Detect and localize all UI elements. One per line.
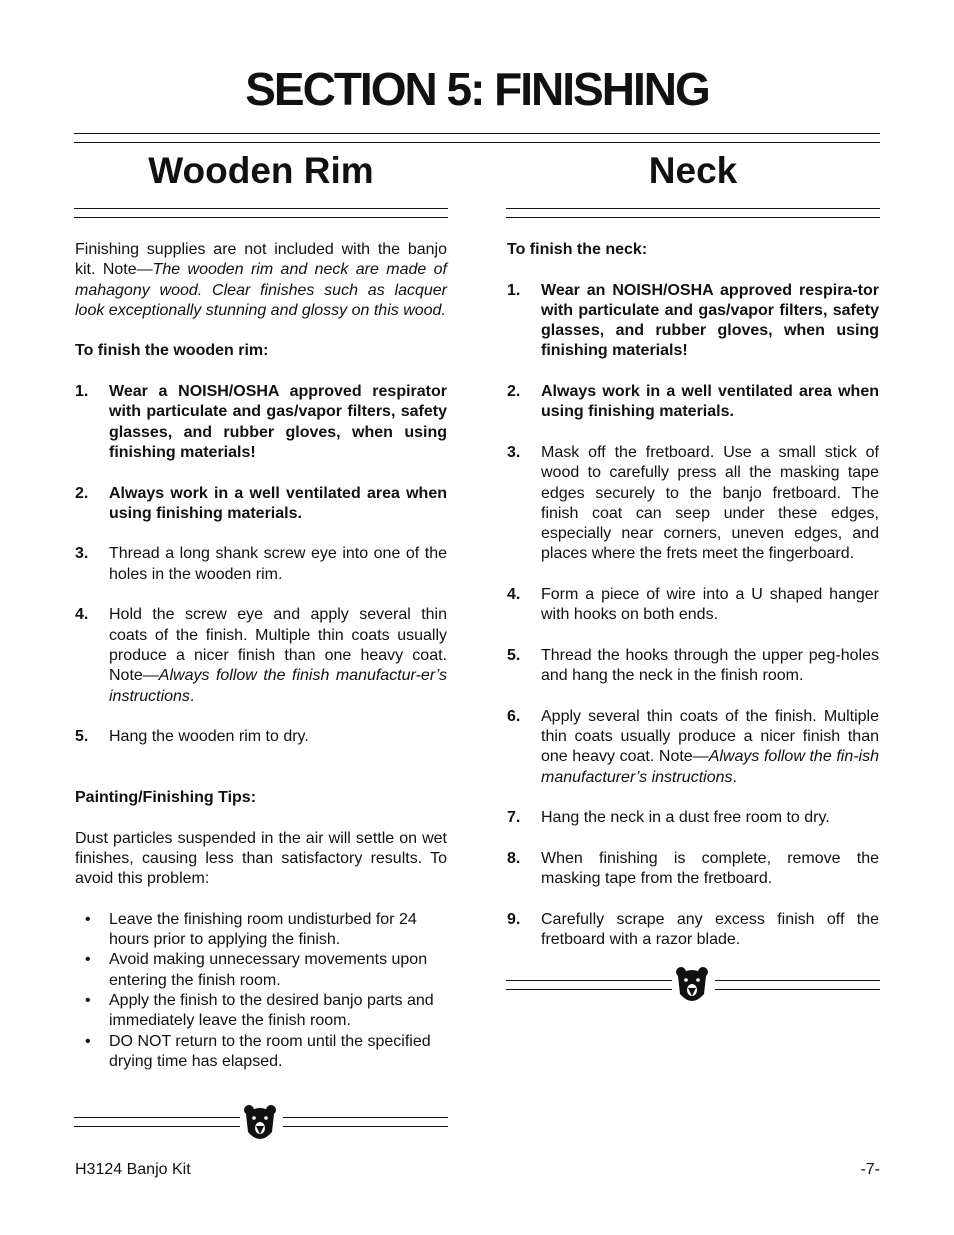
rim-step: 1. Wear a NOISH/OSHA approved respirator with particulate and gas/vapor filters, safety glasses, and rubber gloves, when using finishing materials! (75, 383, 447, 461)
left-end-divider-right (283, 1117, 448, 1118)
neck-step: 8. When finishing is complete, remove the masking tape from the fretboard. (507, 849, 879, 888)
neck-step: 7. Hang the neck in a dust free room to dry. (507, 809, 830, 827)
section-title: SECTION 5: FINISHING (245, 63, 709, 115)
wooden-rim-heading: Wooden Rim (148, 150, 374, 191)
neck-step: 9. Carefully scrape any excess finish off the fretboard with a razor blade. (507, 910, 879, 949)
neck-step: 6. Apply several thin coats of the finish. Multiple thin coats usually produce a nicer finish than one heavy coat. Note—Always follow the fin-ish manufacturer’s instructions. (507, 707, 879, 786)
neck-heading: Neck (648, 150, 738, 191)
wooden-rim-divider (74, 208, 448, 209)
neck-step: 2. Always work in a well ventilated area when using finishing materials. (507, 383, 879, 421)
neck-step: 1. Wear an NOISH/OSHA approved respira-tor with particulate and gas/vapor filters, safety glasses, and rubber gloves, when using finishing materials! (507, 281, 879, 360)
tips-heading: Painting/Finishing Tips: (75, 789, 257, 807)
tip-bullet: • DO NOT return to the room until the specified drying time has elapsed. (85, 1032, 431, 1070)
bear-head-icon (243, 1104, 277, 1144)
rim-subheading: To finish the wooden rim: (75, 342, 269, 360)
footer-doc-title: H3124 Banjo Kit (75, 1161, 191, 1178)
intro-paragraph: Finishing supplies are not included with the banjo kit. Note—The wooden rim and neck are made of mahagony wood. Clear finishes such as lacquer look exceptionally stunning and glossy on this wood. (75, 241, 447, 319)
tip-bullet: • Avoid making unnecessary movements upon entering the finish room. (85, 951, 428, 989)
bear-head-icon (675, 966, 709, 1006)
rim-step: 3. Thread a long shank screw eye into one of the holes in the wooden rim. (75, 545, 447, 583)
rim-step: 4. Hold the screw eye and apply several thin coats of the finish. Multiple thin coats usually produce a nicer finish than one heavy coat. Note—Always follow the finish manufactur-er’s instructions. (75, 606, 447, 705)
rim-step: 5. Hang the wooden rim to dry. (75, 728, 309, 746)
title-divider (74, 133, 880, 134)
right-end-divider-left (506, 980, 672, 981)
footer-page-number: -7- (860, 1161, 880, 1178)
left-end-divider-left (74, 1117, 240, 1118)
rim-step: 2. Always work in a well ventilated area when using finishing materials. (75, 484, 447, 522)
tips-intro: Dust particles suspended in the air will settle on wet finishes, causing less than satisfactory results. To avoid this problem: (75, 829, 447, 888)
neck-step: 3. Mask off the fretboard. Use a small stick of wood to carefully press all the masking tape edges securely to the banjo fretboard. The finish coat can seep under these edges, especially near corners, uneven edges, and places where the frets meet the fingerboard. (507, 443, 879, 563)
tip-bullet: • Leave the finishing room undisturbed for 24 hours prior to applying the finish. (85, 910, 417, 949)
neck-column (507, 240, 879, 950)
right-end-divider-right (715, 980, 880, 981)
wooden-rim-column (75, 240, 447, 1072)
tip-bullet: • Apply the finish to the desired banjo parts and immediately leave the finish room. (85, 991, 434, 1030)
neck-subheading: To finish the neck: (507, 241, 648, 258)
neck-step: 5. Thread the hooks through the upper peg-holes and hang the neck in the finish room. (507, 646, 879, 685)
neck-step: 4. Form a piece of wire into a U shaped hanger with hooks on both ends. (507, 586, 879, 624)
neck-divider (506, 208, 880, 209)
